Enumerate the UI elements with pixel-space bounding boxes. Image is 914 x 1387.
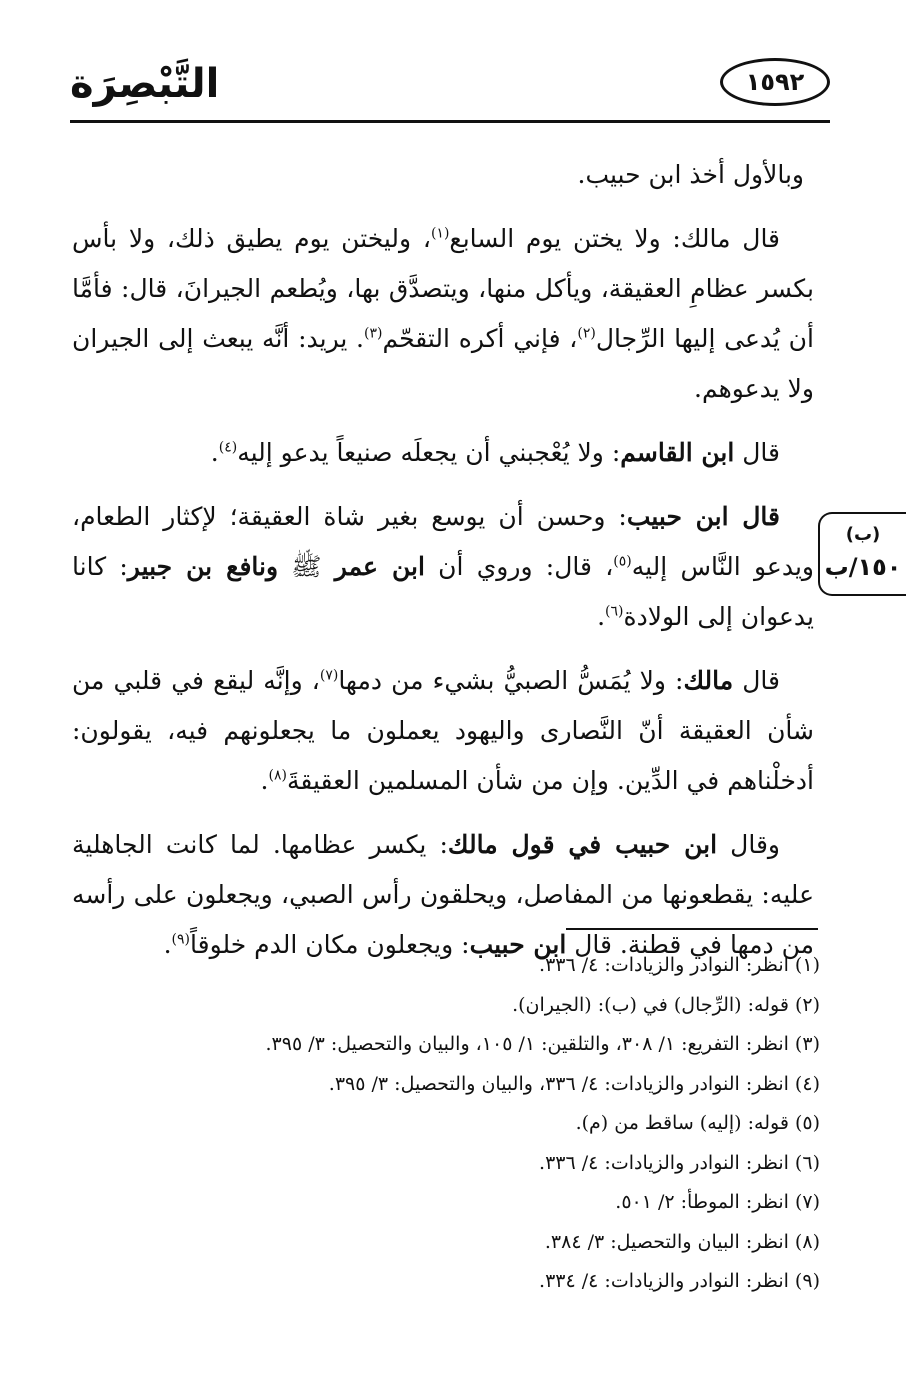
text-segment: : يكسر عظامها. لما كانت الجاهلية عليه: يقطعونها من المفاصل، ويحلقون رأس الصبي، ويجعلون على رأسه من دمها في قطنة. قال [72,830,814,959]
text-segment: : وحسن أن يوسع بغير شاة العقيقة؛ لإكثار الطعام، ويدعو النَّاس إليه [72,502,814,581]
footnote-item: (٥) قوله: (إليه) ساقط من (م). [575,1112,820,1134]
bold-name: ابن حبيب [469,930,567,959]
page-header [70,52,830,124]
text-segment: وقال [717,830,780,859]
margin-note-folio: ١٥٠/ب [824,553,902,581]
text-segment: ، فإني أكره التقحّم [382,324,578,353]
text-segment: . يريد: أنَّه يبعث إلى الجيران ولا يدعوهم. [72,324,814,403]
footnote-item: (١) انظر: النوادر والزيادات: ٤/ ٣٣٦. [539,954,820,976]
text-segment: . [163,930,172,959]
text-segment: ﷺ [278,552,335,581]
bold-name: مالك [683,666,734,695]
footnote-ref: (٨) [268,767,287,784]
margin-note-manuscript: (ب) [845,524,881,545]
manuscript-margin-note [818,512,906,596]
footnote-ref: (٦) [605,603,624,620]
text-segment: قال [734,438,780,467]
bold-name: ابن حبيب في قول مالك [447,830,718,859]
bold-name: ابن عمر [334,552,425,581]
footnote-item: (٣) انظر: التفريع: ١/ ٣٠٨، والتلقين: ١/ ١٠٥، والبيان والتحصيل: ٣/ ٣٩٥. [265,1033,820,1055]
footnote-ref: (٤) [218,439,238,456]
paragraph [72,492,814,642]
text-segment: ، وليختن يوم يطيق ذلك، ولا بأس بكسر عظامِ العقيقة، ويأكل منها، ويتصدَّق بها، ويُطعم الجيرانَ، قال: فأمَّا أن يُدعى إليها الرِّجال [72,224,814,353]
paragraph [72,150,814,200]
text-segment: . [210,438,219,467]
page-number: ١٥٩٢ [745,68,805,96]
footnote-item: (٧) انظر: الموطأ: ٢/ ٥٠١. [615,1191,820,1213]
footnote-ref: (٢) [577,325,596,342]
paragraph [72,656,814,806]
bold-name: ونافع بن جبير [127,552,279,581]
bold-name: قال ابن حبيب [626,502,780,531]
text-segment: : ولا يُعْجبني أن يجعلَه صنيعاً يدعو إليه [237,438,621,467]
bold-name: ابن القاسم [620,438,735,467]
footnote-item: (٦) انظر: النوادر والزيادات: ٤/ ٣٣٦. [539,1151,820,1174]
text-segment: : ويجعلون مكان الدم خلوقاً [190,930,470,959]
footnote-ref: (١) [430,225,450,242]
footnote-ref: (٩) [171,931,191,948]
main-text [72,150,814,984]
text-segment: قال [733,666,780,695]
text-segment: وبالأول أخذ ابن حبيب. [577,160,804,189]
text-segment: ، قال: وروي أن [424,552,614,581]
header-rule [70,120,830,123]
text-segment: . [260,766,269,795]
paragraph [72,214,814,414]
footnote-item: (٤) انظر: النوادر والزيادات: ٤/ ٣٣٦، والبيان والتحصيل: ٣/ ٣٩٥. [328,1072,820,1095]
page-number-oval [720,58,830,106]
footnotes-list [120,946,820,1302]
text-segment: قال مالك: ولا يختن يوم السابع [449,224,781,253]
footnote-separator [566,928,818,930]
text-segment: . [597,602,606,631]
text-segment: ، وإنَّه ليقع في قلبي من شأن العقيقة أنّ النَّصارى واليهود يعملون ما يجعلونهم فيه، يقولون: أدخلْناهم في الدِّين. وإن من شأن المسلمين العقيقةَ [72,666,814,795]
footnote-ref: (٣) [364,325,383,342]
footnote-ref: (٧) [319,667,339,684]
footnote-item: (٨) انظر: البيان والتحصيل: ٣/ ٣٨٤. [544,1230,820,1253]
paragraph [72,428,814,478]
running-title: التَّبْصِرَة [70,61,220,107]
text-segment: : كانا يدعوان إلى الولادة [72,552,814,631]
text-segment: : ولا يُمَسُّ الصبيُّ بشيء من دمها [338,666,684,695]
footnote-ref: (٥) [613,553,632,570]
footnote-item: (٩) انظر: النوادر والزيادات: ٤/ ٣٣٤. [539,1270,820,1292]
footnote-item: (٢) قوله: (الرِّجال) في (ب): (الجيران). [512,993,820,1016]
